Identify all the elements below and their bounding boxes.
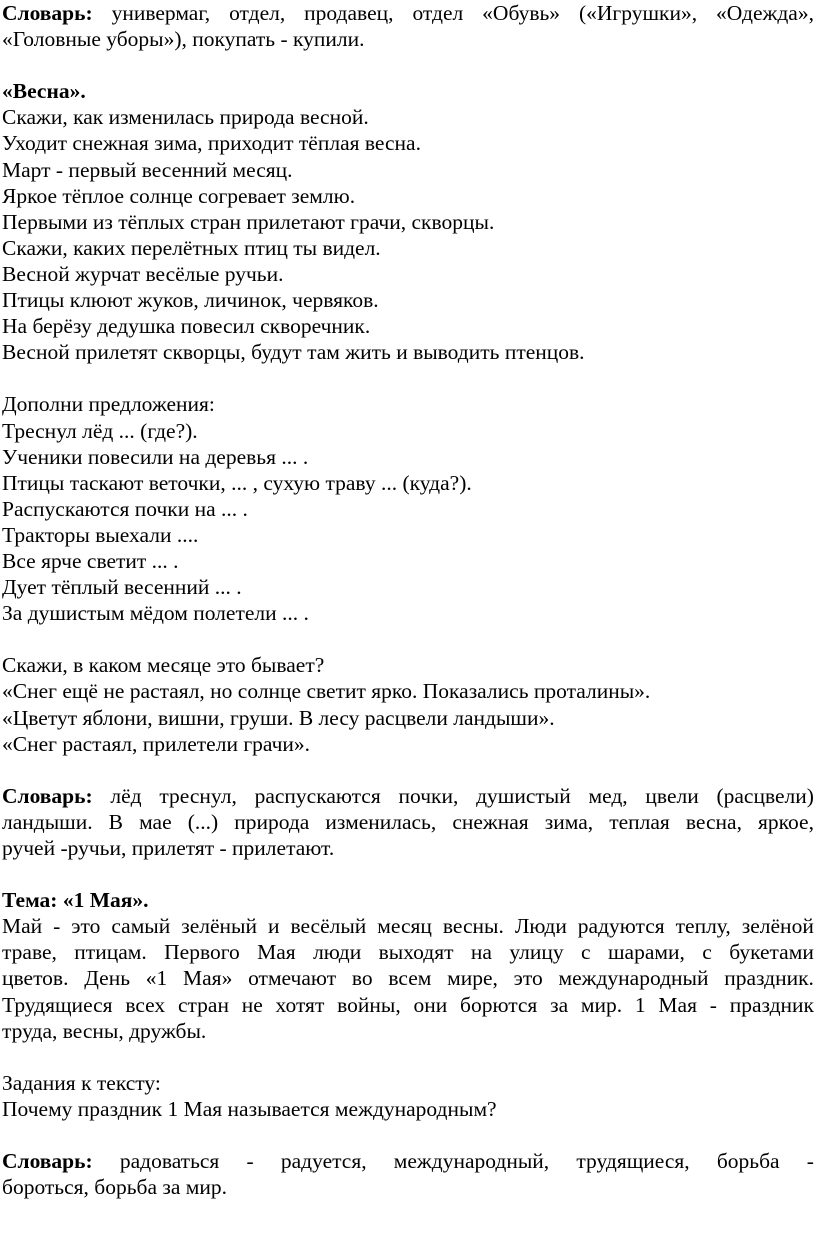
- mayday-line2: [2, 939, 814, 965]
- text-line: Весной прилетят скворцы, будут там жить и выводить птенцов.: [2, 340, 585, 365]
- word: -: [709, 992, 717, 1017]
- word: праздник.: [724, 966, 814, 991]
- vocab2-line2: [2, 809, 814, 835]
- word: Люди: [514, 914, 567, 939]
- word: Первого: [164, 940, 240, 965]
- word: отдел: [412, 1, 464, 25]
- word: мед,: [588, 783, 628, 808]
- blank-line: [2, 757, 814, 783]
- text-line: Скажи, каких перелётных птиц ты видел.: [2, 235, 381, 260]
- text-line: «Снег ещё не растаял, но солнце светит ярко. Показались проталины».: [2, 679, 651, 704]
- mayday-line3: [2, 965, 814, 991]
- tasks-question: Почему праздник 1 Мая называется международным?: [2, 1096, 497, 1121]
- complete-heading: Дополни предложения:: [2, 392, 215, 417]
- mayday-line1: [2, 913, 814, 939]
- text-line: Птицы таскают веточки, ... , сухую траву ... (куда?).: [2, 470, 472, 495]
- complete-lines: [2, 418, 814, 627]
- mayday-title: [2, 887, 814, 913]
- text-line: Ученики повесили на деревья ... .: [2, 444, 309, 469]
- word: весны.: [442, 914, 504, 939]
- text-line: Уходит снежная зима, приходит тёплая весна.: [2, 131, 421, 156]
- vocab-label: Словарь:: [2, 1, 93, 25]
- text-line: Скажи, как изменилась природа весной.: [2, 105, 369, 130]
- word: выходят: [378, 940, 454, 965]
- word: «Обувь»: [482, 1, 561, 25]
- word: продавец,: [304, 1, 394, 25]
- text-line: «Снег растаял, прилетели грачи».: [2, 731, 311, 756]
- text-line: Яркое тёплое солнце согревает землю.: [2, 183, 356, 208]
- word: самый: [111, 914, 171, 939]
- word: весёлый: [290, 914, 367, 939]
- word: Май: [2, 914, 43, 939]
- word: всех: [125, 992, 166, 1017]
- vocab3-line1: [2, 1148, 814, 1174]
- word: Трудящиеся: [2, 992, 113, 1017]
- word: зелёный: [181, 914, 257, 939]
- word: отдел,: [229, 1, 286, 25]
- word: почки,: [398, 783, 459, 808]
- word: они: [413, 992, 448, 1017]
- word: отмечают: [248, 966, 337, 991]
- word: (расцвели): [716, 783, 814, 808]
- mayday-title-text: Тема: «1 Мая».: [2, 888, 149, 913]
- vocab-label: Словарь:: [2, 1149, 93, 1174]
- text-line: На берёзу дедушка повесил скворечник.: [2, 314, 371, 339]
- document-page: [2, 0, 814, 1200]
- vocab1-line1: [2, 0, 814, 26]
- word: яркое,: [758, 809, 814, 834]
- word: мае: [139, 809, 172, 834]
- blank-line: [2, 861, 814, 887]
- spring-title-text: «Весна».: [2, 79, 86, 104]
- word: радоваться: [119, 1149, 220, 1174]
- mayday-line4: [2, 992, 814, 1018]
- vocab-label: Словарь:: [2, 783, 93, 808]
- word: «1: [145, 966, 168, 991]
- word: зелёной: [741, 914, 814, 939]
- spring-lines: [2, 104, 814, 365]
- word: 1: [634, 992, 646, 1017]
- blank-line: [2, 52, 814, 78]
- word: это: [513, 966, 543, 991]
- word: люди: [313, 940, 362, 965]
- month-heading: Скажи, в каком месяце это бывает?: [2, 653, 325, 678]
- word: месяц: [377, 914, 432, 939]
- word: снежная: [452, 809, 529, 834]
- word: весна,: [685, 809, 742, 834]
- text-line: «Цветут яблони, вишни, груши. В лесу расцвели ландыши».: [2, 705, 555, 730]
- word: «Одежда»,: [716, 1, 814, 25]
- word: трудящиеся,: [576, 1149, 690, 1174]
- word: радуются: [577, 914, 665, 939]
- word: зима,: [544, 809, 594, 834]
- word: войны,: [337, 992, 401, 1017]
- vocab1-line2: «Головные уборы»), покупать - купили.: [2, 27, 365, 52]
- word: траве,: [2, 940, 57, 965]
- word: теплу,: [675, 914, 731, 939]
- text-line: Все ярче светит ... .: [2, 548, 179, 573]
- text-line: Птицы клюют жуков, личинок, червяков.: [2, 288, 379, 313]
- blank-line: [2, 1122, 814, 1148]
- word: ландыши.: [2, 809, 93, 834]
- text-line: Распускаются почки на ... .: [2, 496, 248, 521]
- text-line: Март - первый весенний месяц.: [2, 157, 293, 182]
- word: цвели: [645, 783, 699, 808]
- word: -: [806, 1149, 814, 1174]
- word: -: [246, 1149, 254, 1174]
- word: и: [267, 914, 280, 939]
- word: шарами,: [607, 940, 685, 965]
- word: мир.: [580, 992, 623, 1017]
- word: хотят: [275, 992, 325, 1017]
- word: («Игрушки»,: [578, 1, 698, 25]
- word: всем: [388, 966, 432, 991]
- word: Мая: [257, 940, 296, 965]
- text-line: За душистым мёдом полетели ... .: [2, 601, 309, 626]
- word: международный: [558, 966, 709, 991]
- word: во: [351, 966, 373, 991]
- word: В: [108, 809, 124, 834]
- word: Мая»: [183, 966, 233, 991]
- word: борьба: [716, 1149, 780, 1174]
- blank-line: [2, 626, 814, 652]
- word: треснул,: [159, 783, 237, 808]
- tasks-heading: Задания к тексту:: [2, 1070, 161, 1095]
- word: природа: [234, 809, 310, 834]
- word: за: [550, 992, 569, 1017]
- word: День: [84, 966, 131, 991]
- word: -: [53, 914, 61, 939]
- vocab2-line3: ручей -ручьи, прилетят - прилетают.: [2, 836, 335, 860]
- word: душистый: [476, 783, 571, 808]
- vocab3-line2: бороться, борьба за мир.: [2, 1175, 228, 1200]
- word: с: [702, 940, 712, 965]
- word: лёд: [110, 783, 142, 808]
- mayday-line5: труда, весны, дружбы.: [2, 1018, 207, 1043]
- word: с: [581, 940, 591, 965]
- word: улицу: [509, 940, 564, 965]
- vocab2-line1: [2, 783, 814, 809]
- spring-title: [2, 78, 814, 104]
- word: Мая: [658, 992, 697, 1017]
- word: международный,: [393, 1149, 550, 1174]
- text-line: Треснул лёд ... (где?).: [2, 418, 198, 443]
- word: (...): [187, 809, 219, 834]
- word: праздник: [729, 992, 814, 1017]
- word: теплая: [609, 809, 670, 834]
- word: птицам.: [74, 940, 147, 965]
- word: изменилась,: [325, 809, 437, 834]
- word: борются: [460, 992, 538, 1017]
- blank-line: [2, 365, 814, 391]
- word: мире,: [447, 966, 498, 991]
- word: букетами: [729, 940, 814, 965]
- word: радуется,: [280, 1149, 367, 1174]
- text-line: Тракторы выехали ....: [2, 522, 199, 547]
- word: распускаются: [254, 783, 381, 808]
- word: не: [241, 992, 263, 1017]
- blank-line: [2, 1044, 814, 1070]
- text-line: Дует тёплый весенний ... .: [2, 575, 242, 600]
- text-line: Первыми из тёплых стран прилетают грачи, скворцы.: [2, 209, 495, 234]
- word: на: [470, 940, 492, 965]
- month-lines: [2, 678, 814, 756]
- word: стран: [177, 992, 229, 1017]
- word: цветов.: [2, 966, 69, 991]
- word: универмаг,: [111, 1, 211, 25]
- text-line: Весной журчат весёлые ручьи.: [2, 261, 284, 286]
- word: это: [71, 914, 101, 939]
